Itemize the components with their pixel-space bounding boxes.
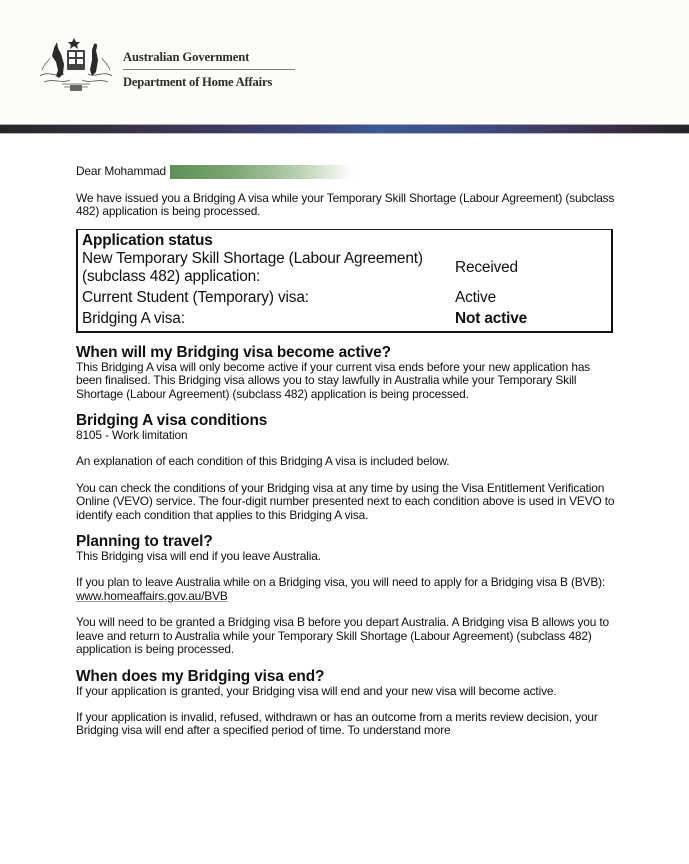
status-value: Received [455,258,518,276]
section-paragraph: If your application is invalid, refused, withdrawn or has an outcome from a merits review decision, your Bridging visa will end after a specified period of time. To understand more [76,709,598,738]
header-band [0,124,689,134]
section-paragraph: This Bridging visa will end if you leave Australia. [76,549,321,564]
government-branding [123,50,295,89]
section-heading: Bridging A visa conditions [76,412,268,430]
status-value: Active [455,288,497,306]
status-label: Bridging A visa: [82,309,185,327]
condition-item: 8105 - Work limitation [76,428,188,443]
coat-of-arms-icon [34,30,118,94]
section-paragraph: This Bridging A visa will only become active if your current visa ends before your new application has been finalised. This Bridging visa allows you to stay lawfully in Australia while your Temporary Skill Shortage (Labour Agreement) (subclass 482) application is being processed. [76,359,591,401]
greeting [76,164,616,179]
letterhead [0,0,689,124]
section-end [76,669,616,738]
section-heading: When does my Bridging visa end? [76,667,325,685]
section-paragraph: You can check the conditions of your Bridging visa at any time by using the Visa Entitlement Verification Online (VEVO) service. The four-digit number presented next to each condition above is used in VEVO to identify each condition that applies to this Bridging A visa. [76,480,615,522]
status-label: New Temporary Skill Shortage (Labour Agreement) (subclass 482) application: [82,249,423,285]
status-value: Not active [455,309,528,327]
application-status-table [76,229,613,333]
bvb-text: If you plan to leave Australia while on a Bridging visa, you will need to apply for a Bridging visa B (BVB): [76,575,606,590]
bvb-link[interactable]: www.homeaffairs.gov.au/BVB [76,588,228,603]
section-active [76,345,616,401]
branding-divider [123,69,295,70]
greeting-text: Dear Mohammad [76,163,166,178]
section-paragraph: If your application is granted, your Bridging visa will end and your new visa will become active. [76,683,557,698]
section-travel [76,534,616,656]
status-row [82,250,607,286]
status-label: Current Student (Temporary) visa: [82,288,309,306]
section-heading: When will my Bridging visa become active? [76,343,391,361]
letter-body [76,164,616,738]
intro-paragraph: We have issued you a Bridging A visa while your Temporary Skill Shortage (Labour Agreement) (subclass 482) application is being processed. [76,191,615,219]
section-heading: Planning to travel? [76,533,213,551]
status-row [82,289,607,307]
government-name: Australian Government [123,50,250,64]
department-name: Department of Home Affairs [123,75,273,89]
section-conditions [76,413,616,522]
status-table-title: Application status [82,231,213,249]
section-paragraph: You will need to be granted a Bridging visa B before you depart Australia. A Bridging visa B allows you to leave and return to Australia while your Temporary Skill Shortage (Labour Agreement) (subclass 482) application is being processed. [76,615,609,657]
section-paragraph: An explanation of each condition of this Bridging A visa is included below. [76,454,450,469]
redacted-surname [170,165,353,179]
section-paragraph [76,576,616,603]
status-row [82,310,607,328]
